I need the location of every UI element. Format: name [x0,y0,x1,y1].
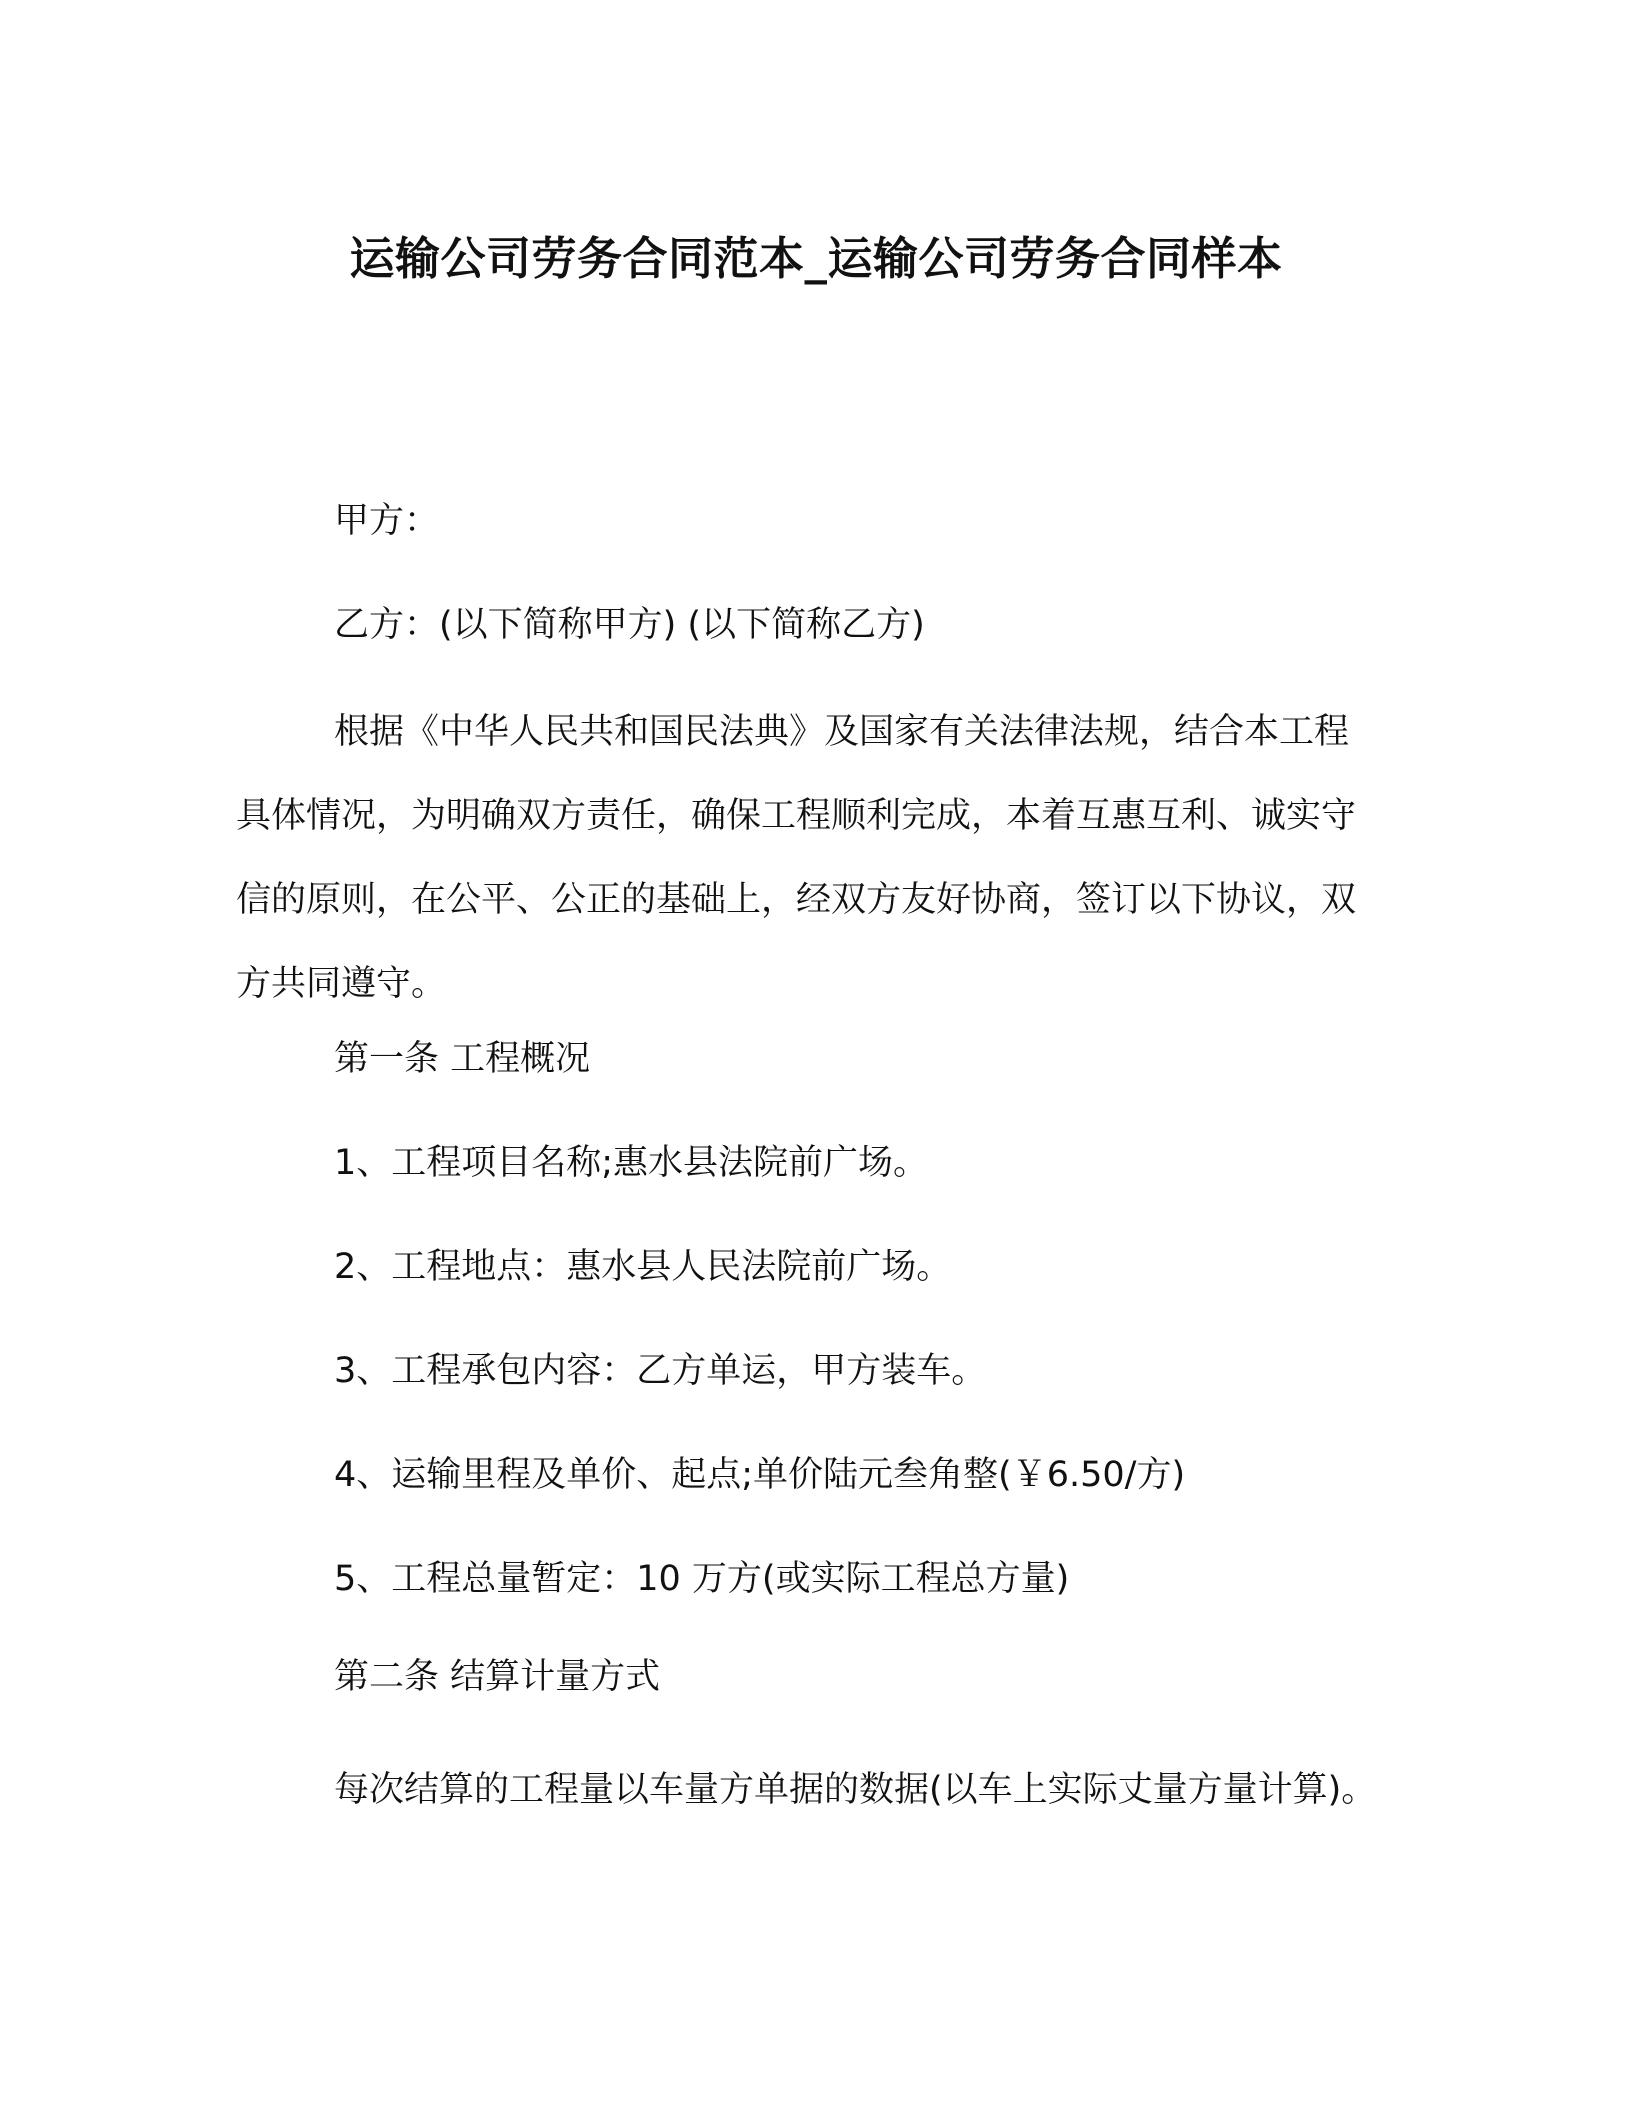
list-item: 1、工程项目名称;惠水县法院前广场。 [334,1143,929,1183]
list-item: 5、工程总量暂定：10 万方(或实际工程总方量) [334,1559,1070,1599]
article2-heading: 第二条 结算计量方式 [334,1657,661,1697]
article2-paragraph: 每次结算的工程量以车量方单据的数据(以车上实际丈量方量计算)。 [334,1770,1377,1810]
list-item: 2、工程地点：惠水县人民法院前广场。 [334,1247,952,1287]
intro-paragraph: 根据《中华人民共和国民法典》及国家有关法律法规，结合本工程具体情况，为明确双方责任，确保工程顺利完成，本着互惠互利、诚实守信的原则，在公平、公正的基础上，经双方友好协商，签订以下协议，双方共同遵守。 [236,712,1357,1004]
list-item: 4、运输里程及单价、起点;单价陆元叁角整(￥6.50/方) [334,1455,1186,1495]
document-title: 运输公司劳务合同范本_运输公司劳务合同样本 [349,232,1283,285]
party-a-line: 甲方： [334,501,440,541]
article1-heading: 第一条 工程概况 [334,1039,591,1079]
party-b-line: 乙方：(以下简称甲方) (以下简称乙方) [334,605,925,645]
list-item: 3、工程承包内容：乙方单运，甲方装车。 [334,1351,987,1391]
